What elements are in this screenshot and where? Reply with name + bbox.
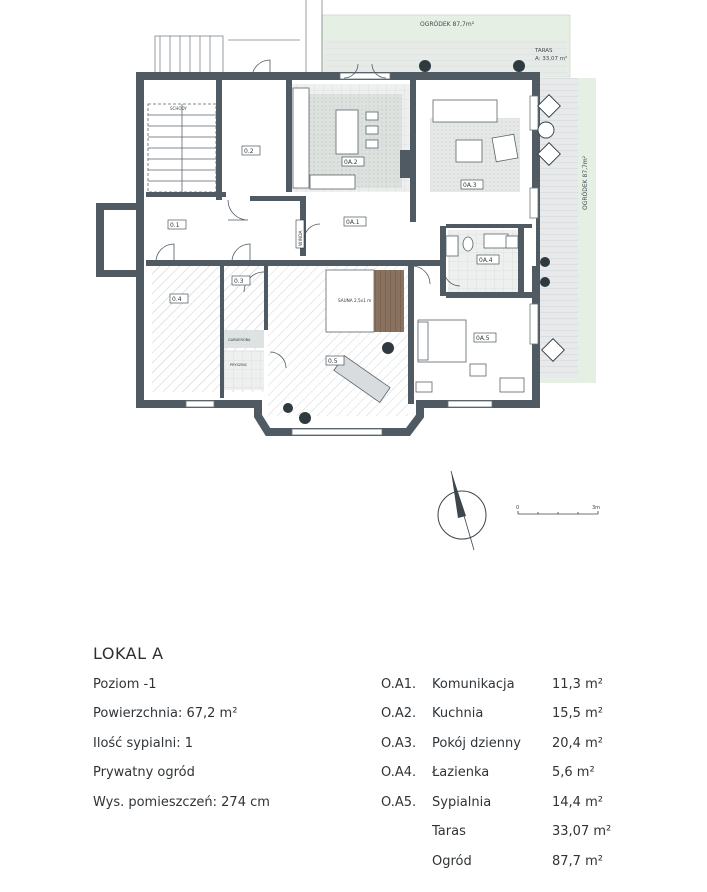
info-garden: Prywatny ogród <box>93 765 195 780</box>
room-label-0-5: 0.5 <box>328 358 338 365</box>
garden-top-label: OGRÓDEK 87,7m² <box>420 21 475 28</box>
room-label-0a-2: 0A.2 <box>344 159 358 166</box>
lift-label: WINDA <box>299 230 304 246</box>
room-code: O.A5. <box>381 795 417 810</box>
room-label-0-1: 0.1 <box>170 222 180 229</box>
room-area: 5,6 m² <box>552 765 595 780</box>
info-bedrooms: Ilość sypialni: 1 <box>93 736 193 751</box>
info-height: Wys. pomieszczeń: 274 cm <box>93 795 270 810</box>
room-label-0a-1: 0A.1 <box>346 219 360 226</box>
unit-title: LOKAL A <box>93 644 164 663</box>
room-name: Kuchnia <box>432 706 484 721</box>
changing-label: GARDEROBA <box>228 338 251 342</box>
room-label-0-4: 0.4 <box>172 296 182 303</box>
room-label-0a-5: 0A.5 <box>476 335 490 342</box>
room-name: Ogród <box>432 854 472 869</box>
scale-bar <box>518 511 598 514</box>
room-area: 11,3 m² <box>552 677 603 692</box>
outer-stairs <box>155 0 322 78</box>
room-name: Komunikacja <box>432 677 515 692</box>
room-area: 15,5 m² <box>552 706 603 721</box>
room-area: 33,07 m² <box>552 824 612 839</box>
room-name: Sypialnia <box>432 795 492 810</box>
sauna-shower <box>224 350 264 390</box>
room-name: Łazienka <box>432 765 490 780</box>
stairs-small-label: SCHODY <box>170 106 187 111</box>
room-label-0-3: 0.3 <box>234 278 244 285</box>
room-label-0a-3: 0A.3 <box>463 182 477 189</box>
room-code: O.A2. <box>381 706 417 721</box>
north-arrow-icon <box>438 471 486 550</box>
info-level: Poziom -1 <box>93 677 157 692</box>
scale-end-label: 3m <box>592 505 601 511</box>
shower-label: PRYSZNIC <box>230 363 248 367</box>
sauna-bench <box>374 270 404 332</box>
room-label-0-2: 0.2 <box>244 148 254 155</box>
room-area: 20,4 m² <box>552 736 603 751</box>
light-well <box>96 203 142 277</box>
room-label-0a-4: 0A.4 <box>479 257 493 264</box>
room-name: Taras <box>432 824 466 839</box>
scale-start-label: 0 <box>516 505 520 511</box>
stair-hall <box>146 82 222 194</box>
terrace-label: TARAS <box>535 48 553 54</box>
room-code: O.A3. <box>381 736 417 751</box>
room-area: 87,7 m² <box>552 854 603 869</box>
room-area: 14,4 m² <box>552 795 603 810</box>
room-code: O.A1. <box>381 677 417 692</box>
room-code: O.A4. <box>381 765 417 780</box>
info-area: Powierzchnia: 67,2 m² <box>93 706 238 721</box>
storage-room-04 <box>152 266 220 392</box>
room-name: Pokój dzienny <box>432 736 521 751</box>
terrace-area-label: A: 33,07 m² <box>535 56 568 62</box>
sauna-label: SAUNA 2,5x1 m <box>338 298 372 303</box>
garden-side-label: OGRÓDEK 87,7m² <box>582 155 589 210</box>
